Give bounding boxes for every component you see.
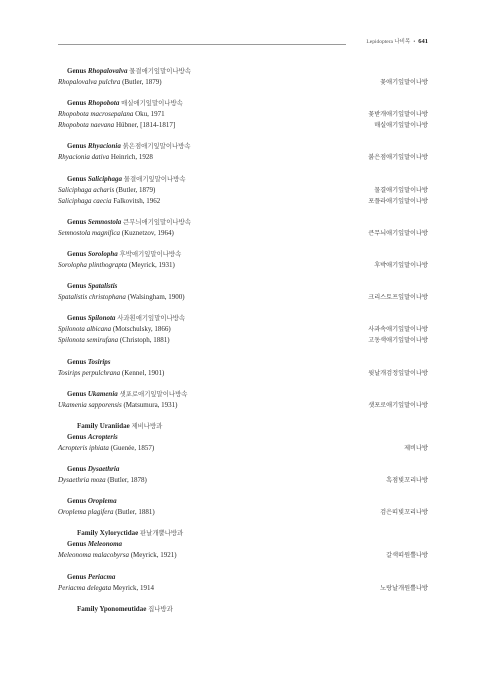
genus-heading: [58, 249, 428, 260]
species-row: [58, 260, 428, 271]
species-korean-name: 꽃받개애기잎말이나방: [368, 111, 428, 119]
korean-name: 집나방과: [148, 605, 173, 613]
taxon-group: [58, 604, 428, 615]
taxon-group: [58, 496, 428, 518]
species-row: [58, 324, 428, 335]
taxon-group: [58, 313, 428, 346]
species-author: (Kuznetzov, 1964): [121, 228, 174, 237]
genus-heading: [58, 174, 428, 185]
family-heading: [58, 528, 428, 539]
species-row: [58, 152, 428, 163]
species-name: Oroplema plagifera: [58, 508, 114, 517]
species-author: Heinrich, 1928: [110, 153, 153, 162]
taxon-name: Sorolopha: [87, 249, 118, 258]
species-korean-name: 매실애기잎말이나방: [374, 122, 428, 130]
species-korean-name: 고동색애기잎말이나방: [368, 337, 428, 345]
species-name: Spatalistis christophana: [58, 293, 126, 302]
genus-heading: [58, 66, 428, 77]
species-author: (Kennel, 1901): [121, 368, 165, 377]
taxon-name: Periacma: [87, 572, 116, 581]
korean-name: 물결애기잎말이나방속: [123, 175, 186, 183]
korean-name: 물결애기잎말이나방속: [129, 68, 191, 75]
genus-heading: [58, 389, 428, 400]
species-row: [58, 550, 428, 561]
taxon-group: [58, 98, 428, 131]
species-korean-name: 흑점빛꼬리나방: [386, 477, 428, 485]
species-list: [58, 66, 428, 625]
page-number: 641: [418, 38, 428, 45]
rank-label: Genus: [67, 67, 87, 75]
species-name: Tosirips perpulchrana: [58, 368, 121, 377]
genus-heading: [58, 432, 428, 443]
genus-heading: [58, 357, 428, 368]
species-name: Periacma delegata: [58, 583, 112, 592]
rank-label: Genus: [67, 142, 87, 151]
rank-label: Genus: [67, 249, 87, 258]
taxon-group: [58, 249, 428, 271]
species-author: (Butler, 1878): [107, 476, 147, 485]
species-author: Meyrick, 1914: [112, 583, 155, 592]
species-name: Spilonota albicana: [58, 325, 112, 334]
species-korean-name: 크리스토프잎말이나방: [368, 294, 428, 302]
species-row: [58, 120, 428, 131]
korean-name: 제비나방과: [131, 422, 163, 430]
taxon-name: Rhopalovalva: [87, 67, 128, 75]
species-author: (Christoph, 1881): [119, 336, 170, 345]
rank-label: Family: [77, 529, 98, 538]
species-author: (Guenée, 1857): [110, 443, 155, 452]
taxon-name: Saliciphaga: [87, 174, 123, 183]
species-row: [58, 475, 428, 486]
species-author: Falkovitsh, 1962: [113, 196, 161, 205]
rank-label: Genus: [67, 174, 87, 183]
header-rule: [58, 44, 346, 45]
taxon-group: [58, 217, 428, 239]
species-row: [58, 109, 428, 120]
taxon-group: [58, 141, 428, 163]
rank-label: Genus: [67, 540, 87, 549]
genus-heading: [58, 98, 428, 109]
species-korean-name: 물결애기잎말이나방: [374, 186, 428, 194]
genus-heading: [58, 281, 428, 292]
species-row: [58, 400, 428, 411]
taxon-name: Rhopobota: [87, 99, 120, 108]
species-korean-name: 검은띠빛꼬리나방: [380, 509, 428, 517]
genus-heading: [58, 464, 428, 475]
taxon-name: Yponomeutidae: [99, 604, 147, 613]
rank-label: Genus: [67, 497, 87, 506]
species-row: [58, 228, 428, 239]
rank-label: Genus: [67, 572, 87, 581]
species-row: [58, 583, 428, 594]
species-name: Rhyacionia dativa: [58, 153, 110, 162]
family-heading: [58, 421, 428, 432]
species-name: Ukamenia sapporensis: [58, 400, 122, 409]
taxon-group: [58, 464, 428, 486]
taxon-name: Semnostola: [87, 217, 122, 226]
species-row: [58, 185, 428, 196]
taxon-name: Tosirips: [87, 357, 111, 366]
genus-heading: [58, 539, 428, 550]
species-name: Rhopobota macrosepalana: [58, 110, 134, 119]
species-korean-name: 제비나방: [404, 444, 428, 452]
taxon-group: [58, 66, 428, 88]
species-korean-name: 포플라애기잎말이나방: [368, 197, 428, 205]
taxon-group: [58, 572, 428, 594]
genus-heading: [58, 313, 428, 324]
taxon-group: [58, 389, 428, 411]
species-author: (Motschulsky, 1866): [112, 325, 171, 334]
korean-name: 사과흰애기잎말이나방속: [117, 315, 186, 323]
species-name: Spilonota semirufana: [58, 336, 119, 345]
taxon-group: [58, 528, 428, 561]
species-row: [58, 196, 428, 207]
species-korean-name: 샛포로애기잎말이나방: [368, 401, 428, 409]
species-name: Saliciphaga acharis: [58, 185, 115, 194]
rank-label: Genus: [67, 217, 87, 226]
rank-label: Genus: [67, 432, 87, 441]
rank-label: Genus: [67, 465, 87, 474]
species-row: [58, 77, 428, 88]
taxon-name: Ukamenia: [87, 389, 118, 398]
species-korean-name: 사과속애기잎말이나방: [368, 326, 428, 334]
species-name: Acropteris iphiata: [58, 443, 109, 452]
genus-heading: [58, 496, 428, 507]
taxon-group: [58, 174, 428, 207]
species-name: Saliciphaga caecia: [58, 196, 112, 205]
section-title: Lepidoptera 나비목: [366, 39, 411, 45]
species-name: Meleonoma malacobyrsa: [58, 551, 129, 560]
korean-name: 큰무늬애기잎말이나방속: [123, 218, 191, 226]
species-author: (Walsingham, 1900): [127, 293, 185, 302]
species-korean-name: 후박애기잎말이나방: [374, 261, 428, 269]
genus-heading: [58, 141, 428, 152]
taxon-name: Rhyacionia: [87, 142, 121, 151]
species-korean-name: 윗날개검정잎말이나방: [368, 369, 428, 377]
korean-name: 매실애기잎말이나방속: [121, 100, 183, 108]
rank-label: Family: [77, 604, 98, 613]
rank-label: Family: [77, 421, 98, 430]
species-author: (Butler, 1879): [115, 185, 156, 194]
taxon-name: Uraniidae: [99, 421, 130, 430]
rank-label: Genus: [67, 357, 87, 366]
korean-name: 샛포로애기잎말이나방속: [119, 390, 188, 398]
rank-label: Genus: [67, 314, 87, 323]
header-bullet: •: [413, 39, 416, 45]
species-korean-name: 큰무늬애기잎말이나방: [368, 229, 428, 237]
species-row: [58, 335, 428, 346]
running-header: [366, 37, 428, 45]
taxon-group: [58, 281, 428, 303]
species-korean-name: 노랑날개원뿔나방: [380, 584, 428, 592]
taxon-name: Xyloryctidae: [99, 529, 139, 538]
taxon-group: [58, 421, 428, 454]
species-name: Rhopalovalva pulchra: [58, 78, 121, 86]
species-author: Oku, 1971: [135, 110, 165, 119]
korean-name: 판날개뿔나방과: [140, 530, 184, 538]
genus-heading: [58, 572, 428, 583]
species-row: [58, 443, 428, 454]
species-row: [58, 507, 428, 518]
species-name: Semnostola magnifica: [58, 228, 121, 237]
rank-label: Genus: [67, 389, 87, 398]
rank-label: Genus: [67, 282, 87, 291]
taxon-group: [58, 357, 428, 379]
taxon-name: Meleonoma: [87, 540, 123, 549]
species-author: (Matsumura, 1931): [123, 400, 178, 409]
rank-label: Genus: [67, 99, 87, 108]
species-korean-name: 붉은점애기잎말이나방: [368, 154, 428, 162]
species-name: Dysaethria moza: [58, 476, 106, 485]
species-author: (Butler, 1881): [115, 508, 155, 517]
genus-heading: [58, 217, 428, 228]
species-row: [58, 292, 428, 303]
species-author: (Meyrick, 1931): [128, 260, 175, 269]
korean-name: 후박애기잎말이나방속: [119, 250, 182, 258]
species-korean-name: 꽃애기잎말이나방: [380, 79, 428, 86]
family-heading: [58, 604, 428, 615]
species-row: [58, 368, 428, 379]
taxon-name: Spatalistis: [87, 282, 118, 291]
species-author: Hübner, [1814-1817]: [115, 121, 176, 130]
taxon-name: Acropteris: [87, 432, 118, 441]
species-korean-name: 갈색띠원뿔나방: [386, 552, 428, 560]
species-name: Sorolopha plinthograpta: [58, 260, 128, 269]
taxon-name: Spilonota: [87, 314, 116, 323]
taxon-name: Oroplema: [87, 497, 117, 506]
species-author: (Butler, 1879): [122, 78, 162, 86]
species-author: (Meyrick, 1921): [130, 551, 177, 560]
species-name: Rhopobota naevana: [58, 121, 115, 130]
taxon-name: Dysaethria: [87, 465, 120, 474]
korean-name: 붉은점애기잎말이나방속: [122, 143, 191, 151]
